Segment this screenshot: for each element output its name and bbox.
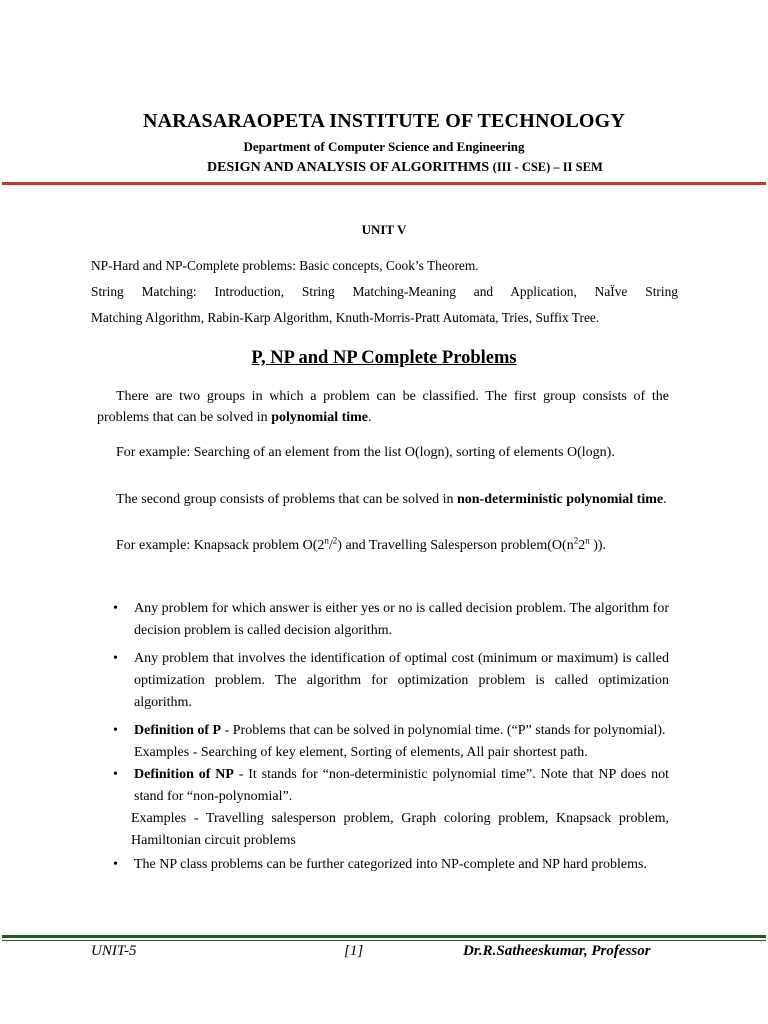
bullet-icon: • [113, 651, 118, 666]
paragraph-example-2 [97, 535, 669, 556]
p4-sup3: 2 [573, 535, 579, 546]
paragraph-groups-bold: polynomial time [271, 410, 369, 425]
p4-end: )). [589, 538, 607, 553]
p4-sup1: n [324, 535, 329, 546]
course-title [207, 160, 603, 176]
paragraph-second-group-bold: non-deterministic polynomial time [456, 492, 664, 507]
definition-np-examples: Examples - Travelling salesperson problem, Graph coloring problem, Knapsack problem, Hamiltonian circuit problems [131, 811, 669, 848]
bullet-decision-text: Any problem for which answer is either yes or no is called decision problem. The algorithm for decision problem is called decision algorithm. [134, 601, 669, 638]
p4-post: ) and Travelling Salesperson problem(O(n [337, 538, 574, 553]
p4-pre: For example: Knapsack problem O(2 [116, 538, 325, 553]
paragraph-groups-text: There are two groups in which a problem can be classified. The first group consists of the problems that can be solved in [97, 389, 669, 425]
bullet-icon: • [113, 857, 118, 872]
paragraph-example-1 [97, 442, 669, 463]
paragraph-second-group-text: The second group consists of problems that can be solved in [116, 492, 454, 507]
definition-np-text: - It stands for “non-deterministic polynomial time”. Note that NP does not stand for “non-polynomial”. [134, 767, 669, 804]
list-item [113, 764, 669, 852]
bullet-icon: • [113, 723, 118, 738]
header-divider [2, 182, 766, 185]
paragraph-groups: There are two groups in which a problem can be classified. The first group consists of the problems that can be solved in polynomial time. [97, 389, 669, 425]
course-main: DESIGN AND ANALYSIS OF ALGORITHMS [207, 160, 490, 175]
footer-divider-thick [2, 935, 766, 938]
footer-divider-thin [2, 940, 766, 941]
syllabus-line-2: String Matching: Introduction, String Matching-Meaning and Application, NaÏve String [91, 284, 678, 299]
definition-p-label: Definition of P [134, 723, 222, 738]
syllabus-line-1: NP-Hard and NP-Complete problems: Basic concepts, Cook’s Theorem. [91, 258, 479, 273]
footer-page-number: [1] [344, 943, 364, 959]
syllabus-line-3: Matching Algorithm, Rabin-Karp Algorithm, Knuth-Morris-Pratt Automata, Tries, Suffix Tree. [91, 310, 600, 325]
list-item [113, 598, 669, 642]
bullet-optimization-text: Any problem that involves the identification of optimal cost (minimum or maximum) is called optimization problem. The algorithm for optimization problem is called optimization algorithm. [134, 651, 669, 710]
course-semester: (III - CSE) – II SEM [492, 160, 603, 174]
definition-p-examples: Examples - Searching of key element, Sorting of elements, All pair shortest path. [134, 745, 588, 760]
bullet-icon: • [113, 767, 118, 782]
bullet-list [113, 598, 669, 876]
list-item [113, 720, 669, 764]
p4-post2: 2 [578, 538, 586, 553]
list-item [113, 854, 669, 876]
p4-sup4: n [585, 535, 590, 546]
footer-unit: UNIT-5 [91, 943, 137, 959]
definition-p-text: - Problems that can be solved in polynomial time. (“P” stands for polynomial). [221, 723, 666, 738]
bullet-np-class-text: The NP class problems can be further categorized into NP-complete and NP hard problems. [134, 857, 647, 872]
paragraph-example-1-text: For example: Searching of an element from the list O(logn), sorting of elements O(logn). [116, 445, 615, 460]
unit-title: UNIT V [361, 222, 407, 237]
paragraph-second-group: The second group consists of problems that can be solved in non-deterministic polynomial time. [116, 492, 667, 507]
bullet-icon: • [113, 601, 118, 616]
institute-name: NARASARAOPETA INSTITUTE OF TECHNOLOGY [142, 110, 626, 132]
department-name: Department of Computer Science and Engineering [243, 139, 525, 154]
p4-sup2: 2 [332, 535, 338, 546]
definition-np-label: Definition of NP [134, 767, 234, 782]
p4-mid: / [328, 538, 333, 553]
footer-author: Dr.R.Satheeskumar, Professor [463, 943, 651, 959]
list-item [113, 648, 669, 714]
section-title: P, NP and NP Complete Problems [251, 348, 517, 368]
